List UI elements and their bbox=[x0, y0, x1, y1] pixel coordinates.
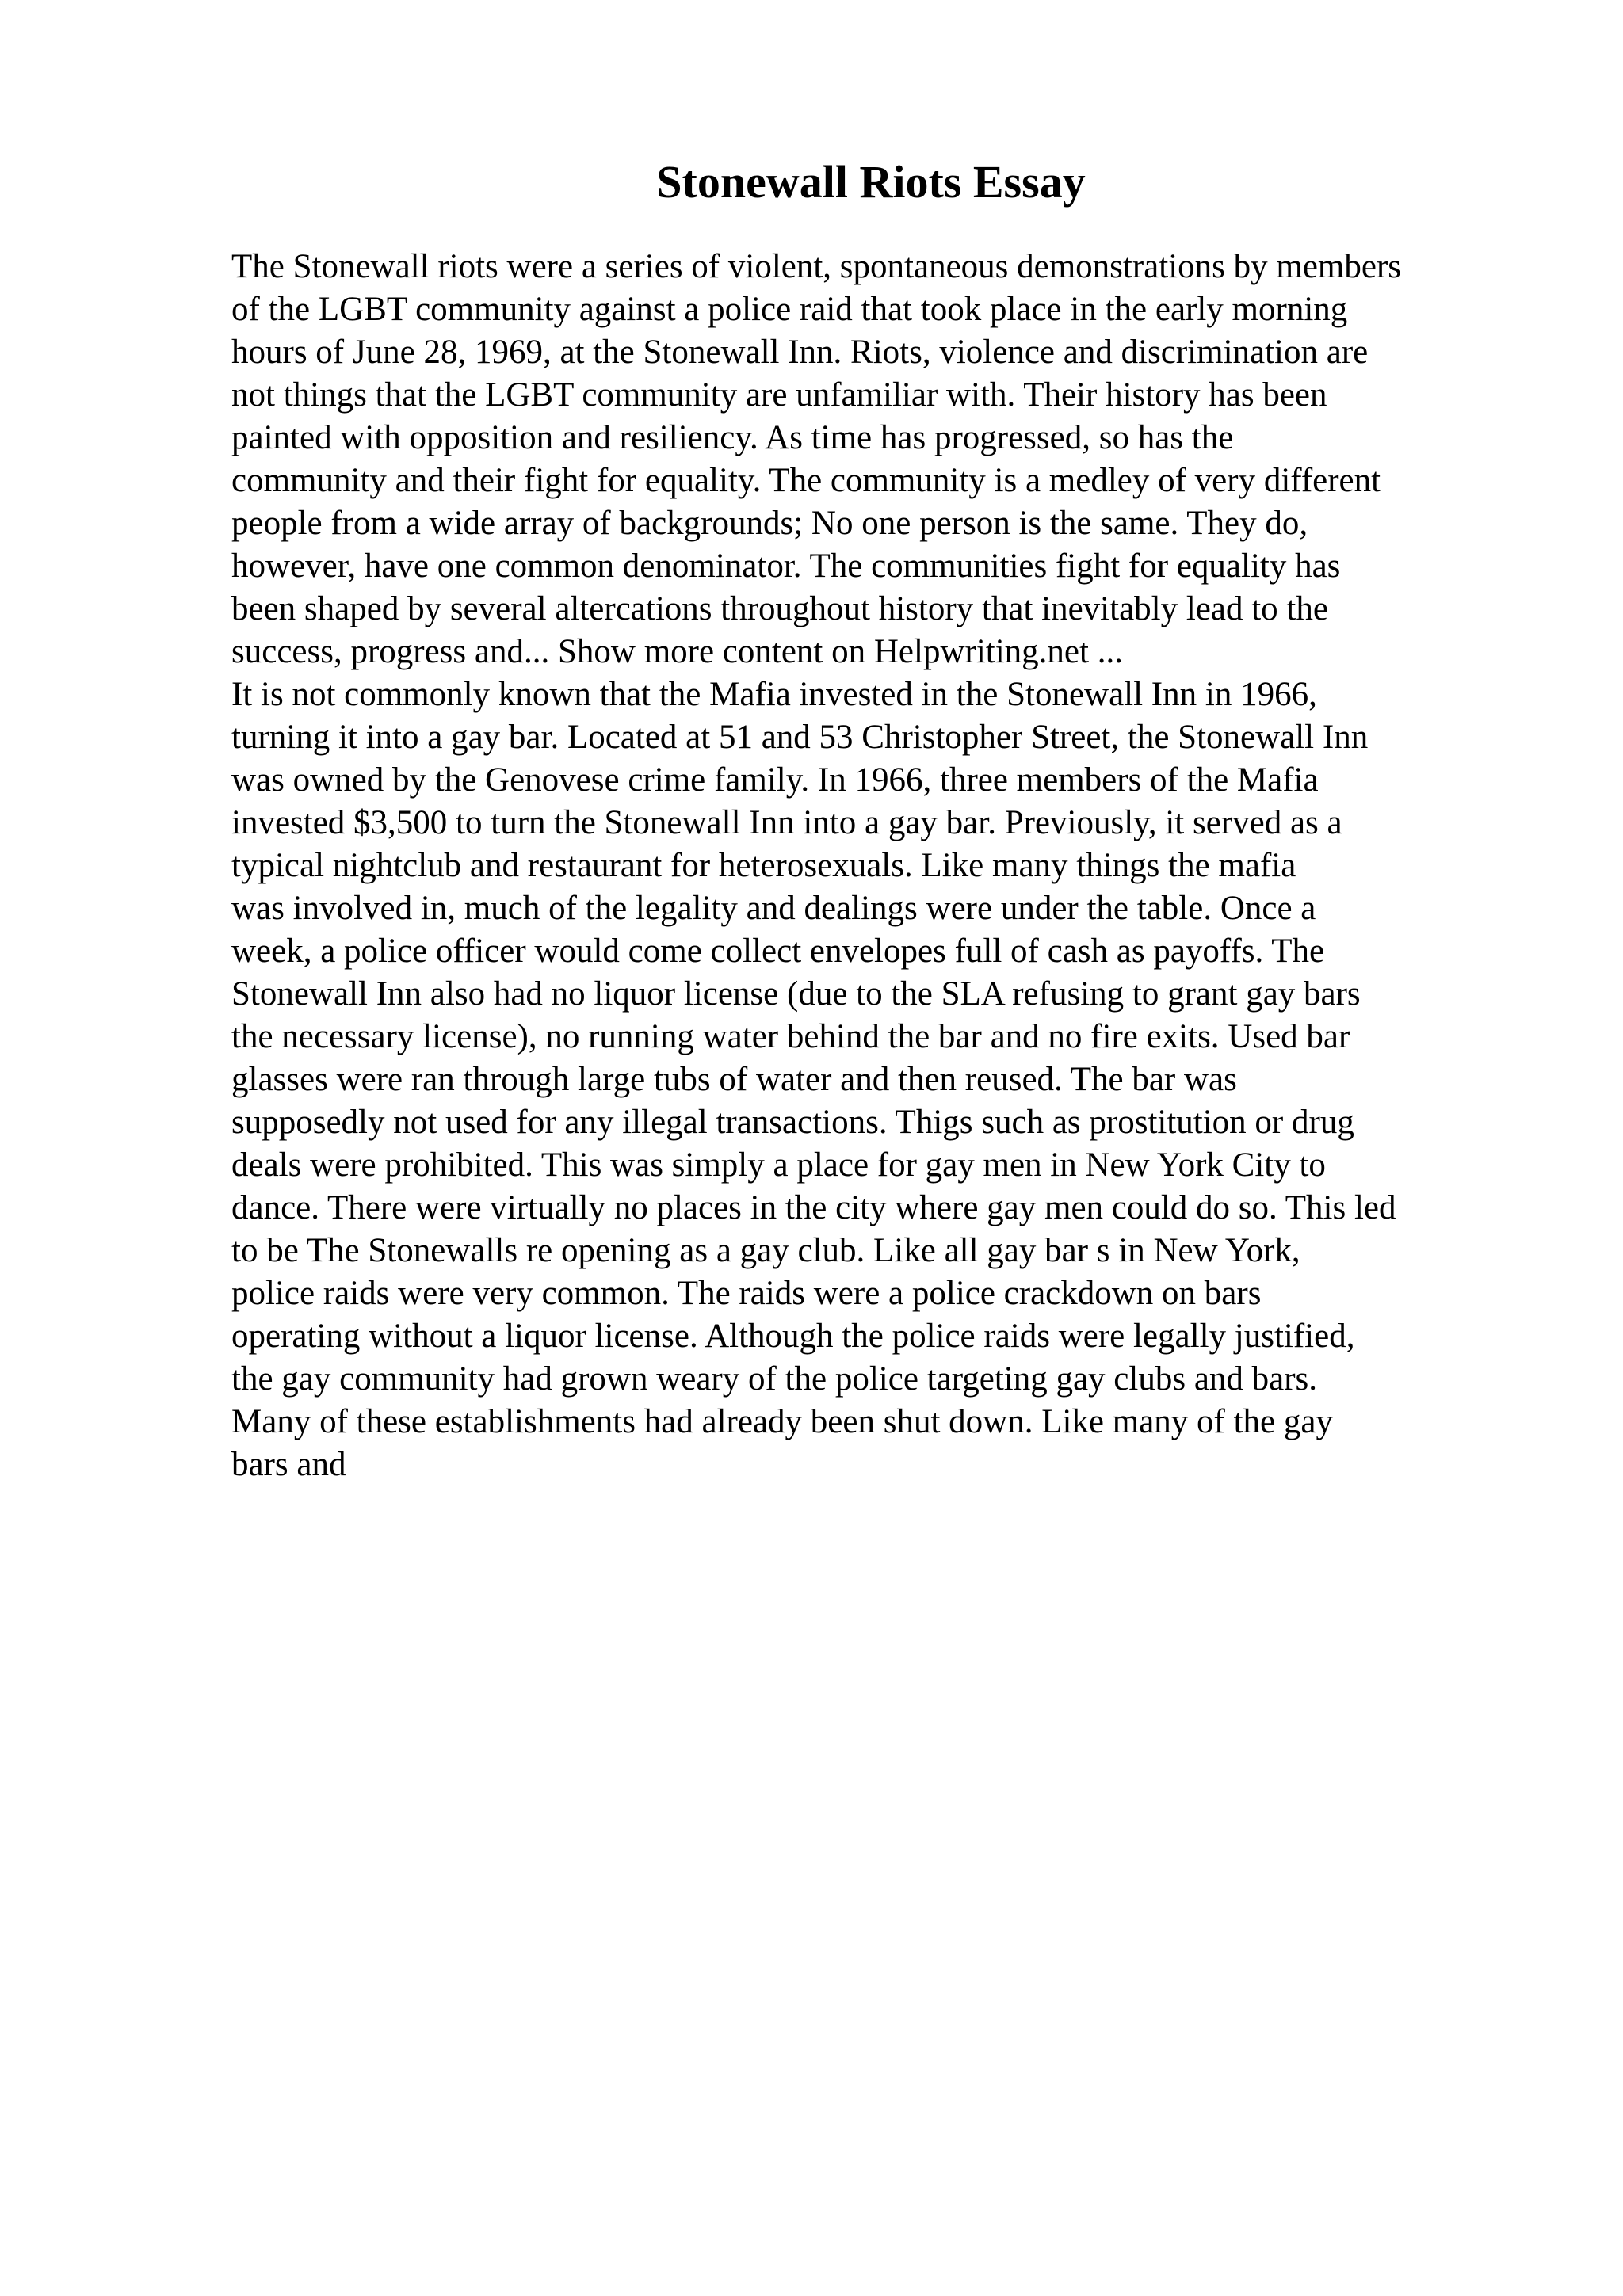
body-line: dance. There were virtually no places in the city where gay men could do so. This led bbox=[231, 1189, 1396, 1226]
body-line: It is not commonly known that the Mafia invested in the Stonewall Inn in 1966, bbox=[231, 676, 1317, 713]
body-line: glasses were ran through large tubs of water and then reused. The bar was bbox=[231, 1061, 1237, 1098]
body-line: operating without a liquor license. Although the police raids were legally justified, bbox=[231, 1318, 1355, 1355]
body-line: the gay community had grown weary of the police targeting gay clubs and bars. bbox=[231, 1360, 1318, 1398]
body-line: people from a wide array of backgrounds; No one person is the same. They do, bbox=[231, 505, 1308, 542]
body-line: however, have one common denominator. The communities fight for equality has bbox=[231, 547, 1341, 585]
body-line: turning it into a gay bar. Located at 51 and 53 Christopher Street, the Stonewall Inn bbox=[231, 719, 1369, 756]
body-line: been shaped by several altercations throughout history that inevitably lead to the bbox=[231, 590, 1328, 627]
body-line: the necessary license), no running water behind the bar and no fire exits. Used bar bbox=[231, 1018, 1350, 1055]
body-line: week, a police officer would come collect envelopes full of cash as payoffs. The bbox=[231, 933, 1325, 970]
essay-body bbox=[231, 246, 1531, 1486]
body-line: hours of June 28, 1969, at the Stonewall Inn. Riots, violence and discrimination are bbox=[231, 334, 1369, 371]
body-line: painted with opposition and resiliency. As time has progressed, so has the bbox=[231, 419, 1234, 456]
body-line: police raids were very common. The raids were a police crackdown on bars bbox=[231, 1275, 1262, 1312]
body-line: The Stonewall riots were a series of violent, spontaneous demonstrations by members bbox=[231, 248, 1402, 285]
body-line: of the LGBT community against a police raid that took place in the early morning bbox=[231, 291, 1348, 328]
body-line: typical nightclub and restaurant for heterosexuals. Like many things the mafia bbox=[231, 847, 1296, 884]
body-line: supposedly not used for any illegal transactions. Thigs such as prostitution or drug bbox=[231, 1104, 1354, 1141]
body-line: bars and bbox=[231, 1446, 346, 1483]
body-line: was involved in, much of the legality and dealings were under the table. Once a bbox=[231, 890, 1316, 927]
body-line: invested $3,500 to turn the Stonewall Inn into a gay bar. Previously, it served as a bbox=[231, 804, 1342, 841]
body-line: to be The Stonewalls re opening as a gay club. Like all gay bar s in New York, bbox=[231, 1232, 1300, 1269]
body-line: community and their fight for equality. The community is a medley of very different bbox=[231, 462, 1381, 499]
body-line: deals were prohibited. This was simply a place for gay men in New York City to bbox=[231, 1146, 1326, 1184]
body-line: Many of these establishments had already been shut down. Like many of the gay bbox=[231, 1403, 1333, 1440]
body-line: was owned by the Genovese crime family. In 1966, three members of the Mafia bbox=[231, 761, 1319, 799]
body-line: Stonewall Inn also had no liquor license (due to the SLA refusing to grant gay bars bbox=[231, 975, 1361, 1013]
body-line: success, progress and... Show more content on Helpwriting.net ... bbox=[231, 633, 1123, 670]
document-title: Stonewall Riots Essay bbox=[656, 156, 1086, 208]
body-line: not things that the LGBT community are unfamiliar with. Their history has been bbox=[231, 376, 1327, 414]
